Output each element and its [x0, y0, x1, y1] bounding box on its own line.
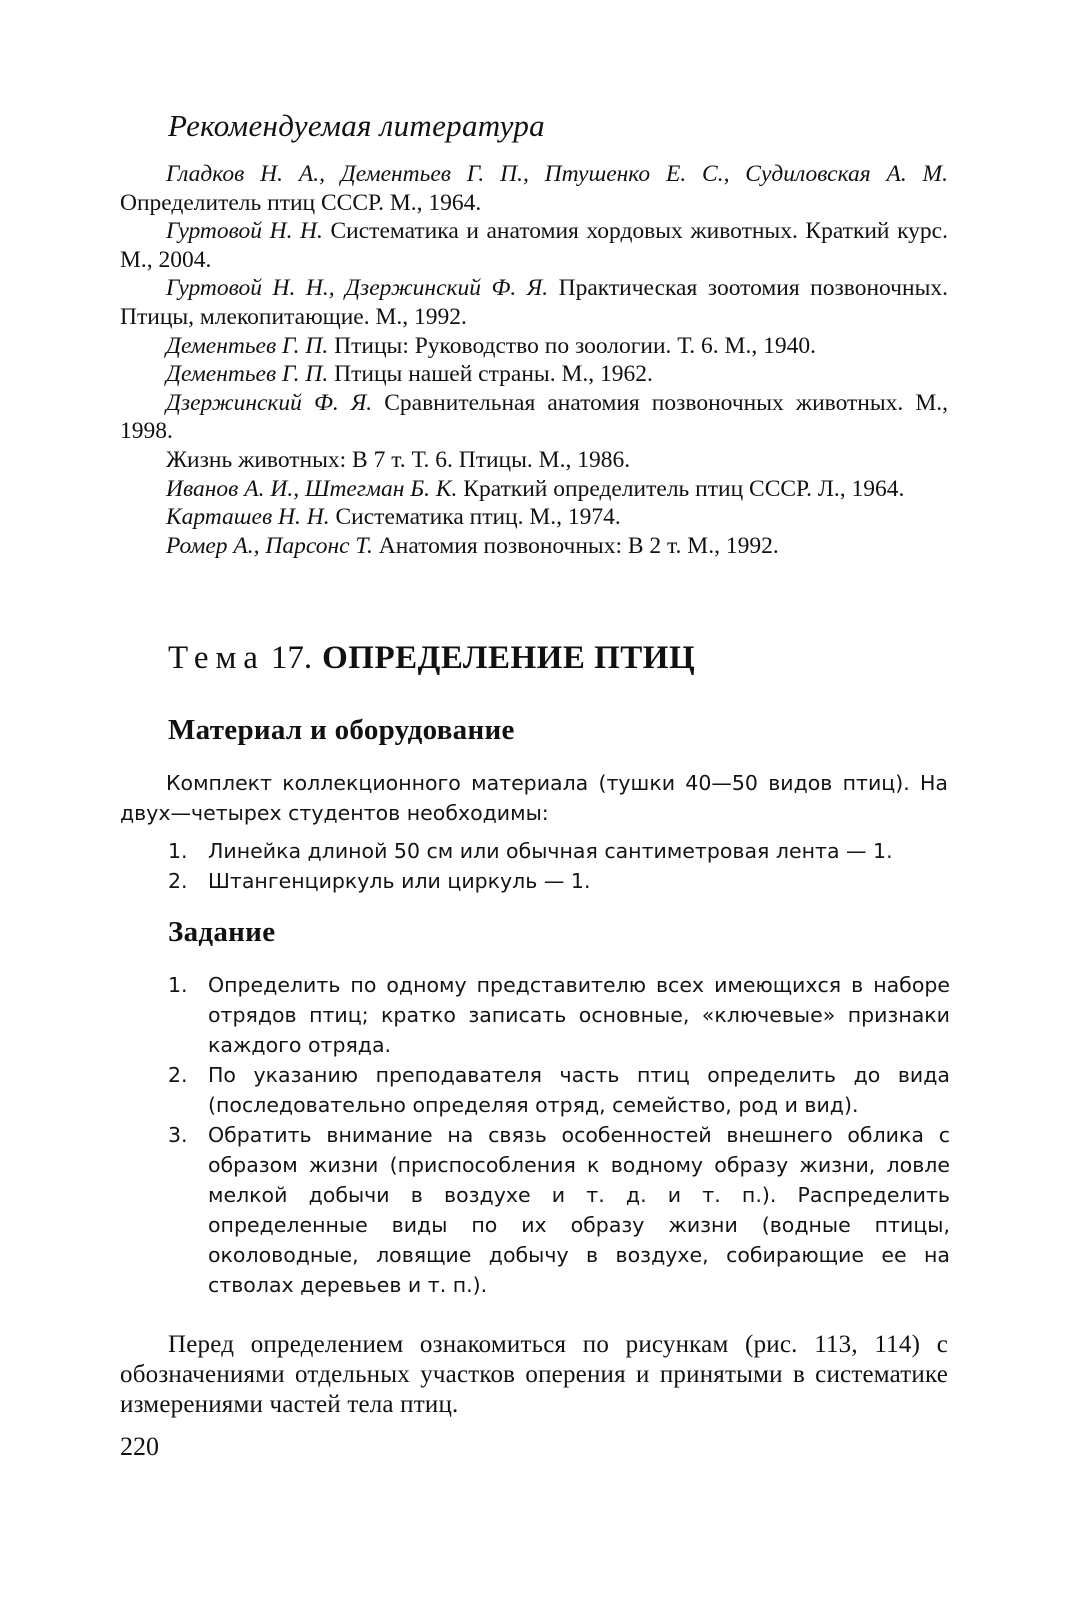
list-item [168, 1120, 950, 1300]
reference-author: Дементьев Г. П. [166, 361, 329, 388]
literature-heading: Рекомендуемая литература [168, 108, 545, 143]
topic-number: 17. [270, 640, 313, 676]
reference-item [120, 217, 948, 274]
reference-item [120, 332, 948, 361]
reference-text: Птицы нашей страны. М., 1962. [328, 361, 653, 388]
list-item-text: Штангенциркуль или циркуль — 1. [208, 869, 591, 893]
list-item [168, 970, 950, 1060]
reference-text: Краткий определитель птиц СССР. Л., 1964. [457, 475, 905, 502]
reference-item [120, 274, 948, 331]
list-item-number: 2. [168, 1063, 188, 1087]
reference-item [120, 446, 948, 475]
materials-list [168, 836, 950, 896]
reference-author: Карташев Н. Н. [166, 504, 330, 531]
reference-item [120, 360, 948, 389]
reference-item [120, 475, 948, 504]
materials-intro: Комплект коллекционного материала (тушки 40—50 видов птиц). На двух—четырех студентов необходимы: [120, 771, 948, 825]
reference-author: Гладков Н. А., Дементьев Г. П., Птушенко Е. С., Судиловская А. М. [166, 161, 948, 187]
list-item [168, 836, 950, 866]
reference-item [120, 503, 948, 532]
reference-author: Гуртовой Н. Н. [166, 218, 323, 245]
list-item-text: По указанию преподавателя часть птиц определить до вида (последовательно определяя отряд, семейство, род и вид). [208, 1063, 950, 1117]
reference-text: Систематика и анатомия хордовых животных. Краткий курс. М., 2004. [120, 218, 948, 273]
reference-author: Дементьев Г. П. [166, 332, 329, 359]
reference-text: Систематика птиц. М., 1974. [329, 504, 621, 531]
list-item-number: 3. [168, 1123, 188, 1147]
list-item-number: 2. [168, 869, 188, 893]
reference-author: Дзержинский Ф. Я. [166, 389, 373, 416]
reference-item [120, 389, 948, 446]
topic-heading [168, 640, 695, 677]
list-item [168, 1060, 950, 1120]
reference-list [120, 160, 948, 560]
page-number: 220 [120, 1432, 159, 1461]
topic-title: ОПРЕДЕЛЕНИЕ ПТИЦ [322, 640, 696, 676]
reference-item [120, 532, 948, 561]
reference-text: Сравнительная анатомия позвоночных животных. М., 1998. [120, 389, 948, 445]
reference-text: Жизнь животных: В 7 т. Т. 6. Птицы. М., 1986. [166, 446, 631, 473]
list-item-text: Обратить внимание на связь особенностей внешнего облика с образом жизни (приспособления к водному образу жизни, ловле мелкой добычи в воздухе и т. д. и т. п.). Распределить определенные виды по их образу жизни (водные птицы, околоводные, ловящие добычу в воздухе, собирающие ее на стволах деревьев и т. п.). [208, 1123, 950, 1297]
reference-text: Практическая зоотомия позвоночных. Птицы, млекопитающие. М., 1992. [120, 275, 948, 330]
list-item-text: Определить по одному представителю всех имеющихся в наборе отрядов птиц; кратко записать основные, «ключевые» признаки каждого отряда. [208, 973, 950, 1057]
list-item-text: Линейка длиной 50 см или обычная сантиметровая лента — 1. [208, 839, 893, 863]
reference-author: Иванов А. И., Штегман Б. К. [166, 475, 458, 502]
closing-paragraph: Перед определением ознакомиться по рисункам (рис. 113, 114) с обозначениями отдельных участков оперения и принятыми в систематике измерениями частей тела птиц. [120, 1331, 948, 1418]
list-item-number: 1. [168, 839, 188, 863]
reference-author: Гуртовой Н. Н., Дзержинский Ф. Я. [166, 275, 549, 302]
list-item [168, 866, 950, 896]
reference-item [120, 160, 948, 217]
reference-author: Ромер А., Парсонс Т. [166, 532, 373, 559]
task-list [168, 970, 950, 1300]
reference-text: Анатомия позвоночных: В 2 т. М., 1992. [372, 532, 779, 559]
list-item-number: 1. [168, 973, 188, 997]
task-heading: Задание [168, 916, 276, 948]
reference-text: Определитель птиц СССР. М., 1964. [120, 189, 482, 216]
topic-label: Тема [168, 640, 265, 676]
reference-text: Птицы: Руководство по зоологии. Т. 6. М., 1940. [328, 332, 816, 359]
materials-heading: Материал и оборудование [168, 714, 515, 746]
